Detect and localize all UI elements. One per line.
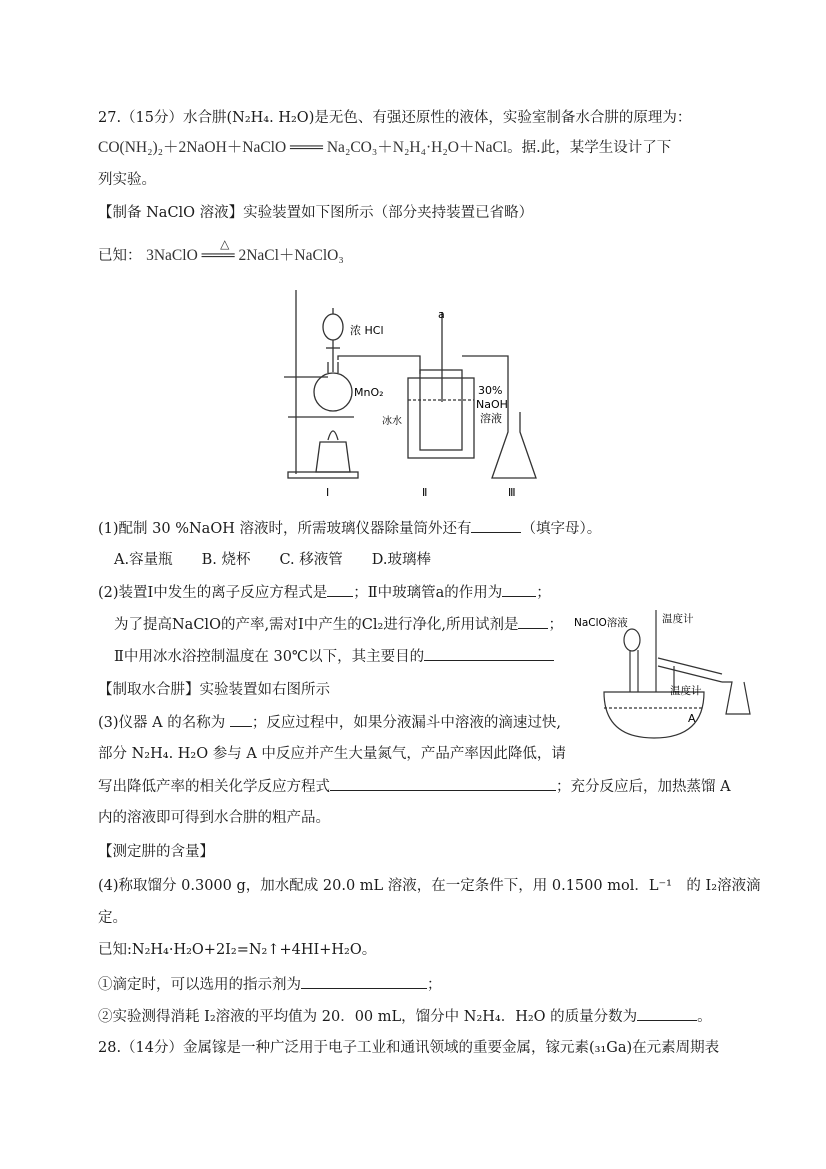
sub3-line4: 内的溶液即可得到水合肼的粗产品。	[98, 810, 330, 826]
blank-2a[interactable]	[327, 582, 353, 597]
blank-2c[interactable]	[518, 614, 548, 629]
sub1: (1)配制 30 %NaOH 溶液时，所需玻璃仪器除量筒外还有 （填字母）。	[98, 518, 601, 539]
q27-line2-tail: 。据.此，某学生设计了下	[507, 140, 672, 156]
sub4-line2: 定。	[98, 910, 127, 926]
sub2-line3: Ⅱ中用冰水浴控制温度在 30℃以下，其主要目的	[114, 646, 554, 667]
label-II: Ⅱ	[422, 486, 428, 499]
condenser	[658, 658, 722, 674]
blank-1[interactable]	[471, 518, 521, 533]
sub3-line2: 部分 N₂H₄. H₂O 参与 A 中反应并产生大量氮气，产品产率因此降低，请	[98, 746, 566, 762]
blank-4a[interactable]	[301, 974, 427, 989]
blank-3b[interactable]	[330, 776, 556, 791]
label-naclo-solution: NaClO溶液	[574, 617, 628, 629]
q27-intro: 27.（15分）水合肼(N₂H₄. H₂O)是无色、有强还原性的液体，实验室制备水合肼的原理为：	[98, 110, 692, 126]
known-label: 已知：	[98, 248, 142, 264]
section-prep-naclo: 【制备 NaClO 溶液】实验装置如下图所示（部分夹持装置已省略）	[98, 205, 534, 221]
tube-1	[338, 356, 420, 374]
label-hcl: 浓 HCl	[350, 324, 384, 337]
receiver-flask	[722, 682, 750, 714]
sub4-q2: ②实验测得消耗 I₂溶液的平均值为 20．00 mL，馏分中 N₂H₄．H₂O 的质量分数为 。	[98, 1006, 712, 1027]
dropping-funnel	[624, 629, 640, 651]
label-thermometer-1: 温度计	[662, 613, 694, 625]
q27-main-equation-line	[98, 138, 671, 158]
test-tube	[420, 370, 462, 450]
main-equation: CO(NH₂)₂＋2NaOH＋NaClO ═══ Na₂CO₃＋N₂H₄·H₂O＋NaCl	[98, 139, 508, 156]
label-A: A	[688, 712, 696, 725]
section-measure: 【测定肼的含量】	[98, 844, 214, 860]
label-I: Ⅰ	[326, 486, 330, 499]
sub4-known: 已知:N₂H₄·H₂O+2I₂=N₂↑+4HI+H₂O。	[98, 942, 377, 958]
label-solution: 溶液	[480, 412, 502, 425]
label-ice: 冰水	[382, 416, 402, 427]
label-30: 30%	[478, 384, 503, 397]
label-thermometer-2: 温度计	[670, 685, 702, 697]
known-line	[98, 237, 344, 266]
stand-base	[288, 472, 358, 478]
ice-bath-beaker	[408, 378, 474, 458]
blank-4b[interactable]	[637, 1006, 697, 1021]
sub2-line1: (2)装置Ⅰ中发生的离子反应方程式是 ；Ⅱ中玻璃管a的作用为 ；	[98, 582, 551, 603]
burner	[316, 442, 350, 472]
heat-symbol: △	[220, 237, 230, 251]
q28-intro: 28.（14分）金属镓是一种广泛用于电子工业和通讯领域的重要金属，镓元素(₃₁Ga)在元素周期表	[98, 1040, 720, 1056]
sub3-line3: 写出降低产率的相关化学反应方程式 ；充分反应后，加热蒸馏 A	[98, 776, 731, 797]
apparatus-figure-1	[270, 282, 550, 500]
sub2-line2: 为了提高NaClO的产率,需对Ⅰ中产生的Cl₂进行净化,所用试剂是 ；	[114, 614, 563, 635]
label-naoh: NaOH	[476, 398, 508, 411]
sub3-line1: (3)仪器 A 的名称为 ；反应过程中，如果分液漏斗中溶液的滴速过快,	[98, 712, 561, 733]
q27-line3: 列实验。	[98, 172, 156, 188]
sub4-line1: (4)称取馏分 0.3000 g，加水配成 20.0 mL 溶液，在一定条件下，用 0.1500 mol．L⁻¹ 的 I₂溶液滴	[98, 878, 761, 894]
sub4-q1: ①滴定时，可以选用的指示剂为 ；	[98, 974, 442, 995]
section-prep-hydrate: 【制取水合肼】实验装置如右图所示	[98, 682, 330, 698]
separatory-funnel	[323, 314, 343, 340]
label-mno2: MnO₂	[354, 386, 384, 399]
apparatus-figure-2	[574, 602, 760, 742]
round-flask	[314, 373, 352, 411]
label-a: a	[438, 308, 445, 321]
blank-2d[interactable]	[424, 646, 554, 661]
blank-2b[interactable]	[502, 582, 536, 597]
sub1-options: A.容量瓶 B. 烧杯 C. 移液管 D.玻璃棒	[114, 552, 431, 568]
known-equation: 3NaClO ═══ 2NaCl＋NaClO₃ △	[146, 247, 344, 264]
blank-3a[interactable]	[230, 712, 252, 727]
label-III: Ⅲ	[508, 486, 516, 499]
